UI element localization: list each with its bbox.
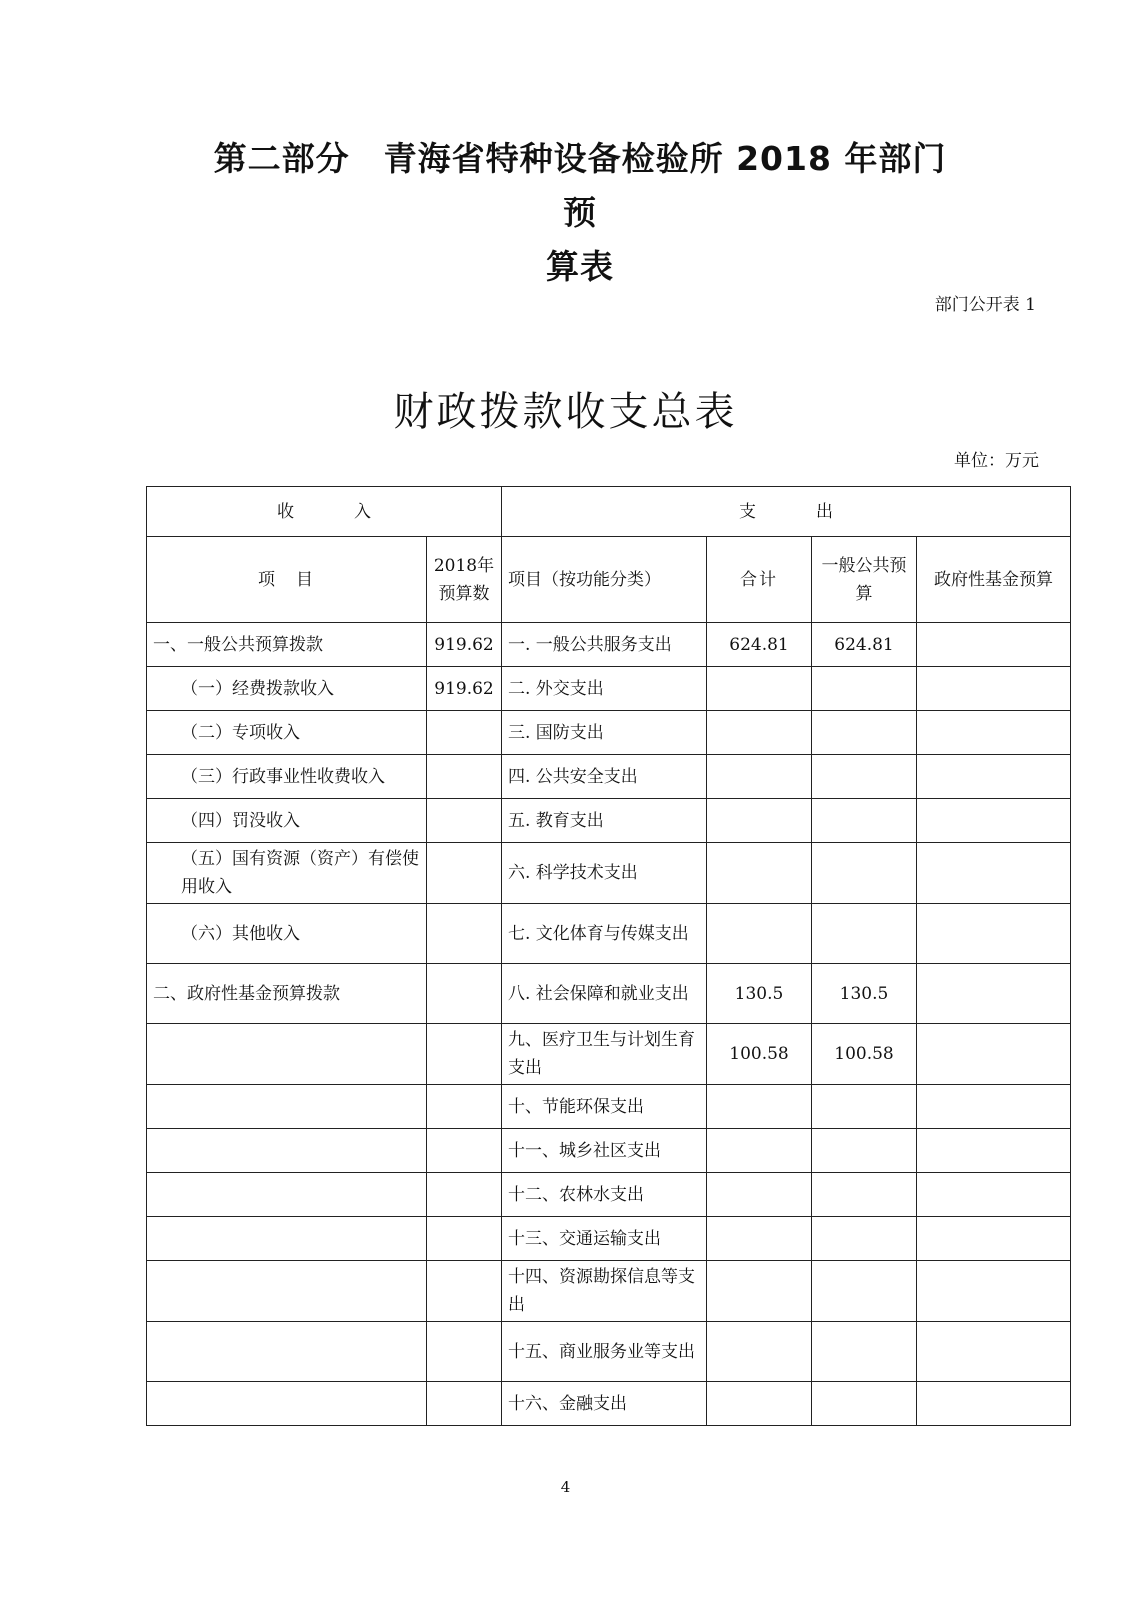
general-budget-value: [812, 667, 917, 711]
income-budget: [427, 843, 502, 904]
income-budget: 919.62: [427, 623, 502, 667]
total-value: 130.5: [707, 964, 812, 1024]
income-budget: [427, 964, 502, 1024]
table-row: [147, 755, 1071, 799]
table-row: [147, 1173, 1071, 1217]
table-row: [147, 711, 1071, 755]
fund-budget-value: [917, 755, 1071, 799]
fund-budget-value: [917, 1085, 1071, 1129]
fund-budget-value: [917, 623, 1071, 667]
income-header: 收入: [277, 501, 431, 522]
income-item: （六）其他收入: [147, 904, 427, 964]
income-item: [147, 1129, 427, 1173]
income-budget: [427, 904, 502, 964]
total-value: [707, 1322, 812, 1382]
general-budget-value: [812, 904, 917, 964]
total-value: [707, 1129, 812, 1173]
income-item: （四）罚没收入: [147, 799, 427, 843]
total-value: [707, 904, 812, 964]
income-item: [147, 1322, 427, 1382]
table-row: [147, 1085, 1071, 1129]
income-item: [147, 1024, 427, 1085]
income-budget: [427, 1173, 502, 1217]
total-value: [707, 667, 812, 711]
total-value: [707, 1085, 812, 1129]
expense-item: 十六、金融支出: [502, 1382, 707, 1426]
fund-budget-value: [917, 1217, 1071, 1261]
table-row: [147, 1261, 1071, 1322]
general-budget-value: [812, 1173, 917, 1217]
general-budget-value: [812, 1129, 917, 1173]
fund-budget-value: [917, 1024, 1071, 1085]
total-value: [707, 799, 812, 843]
expense-item: 十四、资源勘探信息等支出: [502, 1261, 707, 1322]
table-row: [147, 904, 1071, 964]
income-budget: [427, 1085, 502, 1129]
income-budget: 919.62: [427, 667, 502, 711]
expense-item: 十、节能环保支出: [502, 1085, 707, 1129]
table-row: [147, 1382, 1071, 1426]
general-budget-value: [812, 843, 917, 904]
table-row: [147, 667, 1071, 711]
income-budget: [427, 1129, 502, 1173]
col-fund-budget: 政府性基金预算: [917, 537, 1071, 623]
total-value: [707, 1382, 812, 1426]
income-item: [147, 1382, 427, 1426]
expense-item: 七. 文化体育与传媒支出: [502, 904, 707, 964]
total-value: [707, 755, 812, 799]
income-budget: [427, 1261, 502, 1322]
total-value: 100.58: [707, 1024, 812, 1085]
expense-item: 八. 社会保障和就业支出: [502, 964, 707, 1024]
income-item: [147, 1173, 427, 1217]
expense-item: 十一、城乡社区支出: [502, 1129, 707, 1173]
table-number: 部门公开表 1: [934, 295, 1036, 315]
general-budget-value: [812, 1322, 917, 1382]
table-row: [147, 799, 1071, 843]
total-value: [707, 1217, 812, 1261]
income-budget: [427, 799, 502, 843]
expense-item: 四. 公共安全支出: [502, 755, 707, 799]
col-general-budget: 一般公共预算: [812, 537, 917, 623]
col-income-budget: 2018年预算数: [427, 537, 502, 623]
general-budget-value: 130.5: [812, 964, 917, 1024]
income-item: 一、一般公共预算拨款: [147, 623, 427, 667]
total-value: [707, 711, 812, 755]
expense-item: 三. 国防支出: [502, 711, 707, 755]
part-title: [200, 132, 960, 294]
table-row: [147, 964, 1071, 1024]
income-item: （五）国有资源（资产）有偿使用收入: [147, 843, 427, 904]
expense-item: 十三、交通运输支出: [502, 1217, 707, 1261]
income-item: [147, 1085, 427, 1129]
table-row: [147, 1217, 1071, 1261]
general-budget-value: [812, 755, 917, 799]
part-title-line1: 第二部分 青海省特种设备检验所 2018 年部门预: [213, 139, 947, 232]
general-budget-value: [812, 1085, 917, 1129]
total-value: 624.81: [707, 623, 812, 667]
table-row: [147, 1129, 1071, 1173]
income-item: （三）行政事业性收费收入: [147, 755, 427, 799]
expense-item: 十二、农林水支出: [502, 1173, 707, 1217]
income-item: （二）专项收入: [147, 711, 427, 755]
col-total: 合计: [707, 537, 812, 623]
unit-label: 单位：万元: [954, 451, 1039, 471]
general-budget-value: 624.81: [812, 623, 917, 667]
income-item: 二、政府性基金预算拨款: [147, 964, 427, 1024]
fund-budget-value: [917, 799, 1071, 843]
fund-budget-value: [917, 1322, 1071, 1382]
general-budget-value: [812, 1382, 917, 1426]
expense-header: 支出: [739, 501, 893, 522]
income-budget: [427, 1217, 502, 1261]
fund-budget-value: [917, 843, 1071, 904]
income-budget: [427, 755, 502, 799]
general-budget-value: [812, 1261, 917, 1322]
income-item: （一）经费拨款收入: [147, 667, 427, 711]
income-budget: [427, 1322, 502, 1382]
general-budget-value: [812, 711, 917, 755]
table-row: [147, 1024, 1071, 1085]
general-budget-value: [812, 1217, 917, 1261]
income-budget: [427, 1024, 502, 1085]
col-expense-item: 项目（按功能分类）: [502, 537, 707, 623]
total-value: [707, 1261, 812, 1322]
total-value: [707, 1173, 812, 1217]
fund-budget-value: [917, 1382, 1071, 1426]
expense-item: 一. 一般公共服务支出: [502, 623, 707, 667]
main-title: 财政拨款收支总表: [393, 389, 738, 435]
fund-budget-value: [917, 904, 1071, 964]
expense-item: 六. 科学技术支出: [502, 843, 707, 904]
income-item: [147, 1217, 427, 1261]
fund-budget-value: [917, 667, 1071, 711]
income-item: [147, 1261, 427, 1322]
income-budget: [427, 711, 502, 755]
expense-item: 十五、商业服务业等支出: [502, 1322, 707, 1382]
budget-table: [146, 486, 1070, 1426]
fund-budget-value: [917, 1173, 1071, 1217]
fund-budget-value: [917, 1261, 1071, 1322]
col-income-item: 项 目: [147, 537, 427, 623]
table-row: [147, 843, 1071, 904]
expense-item: 五. 教育支出: [502, 799, 707, 843]
general-budget-value: [812, 799, 917, 843]
expense-item: 二. 外交支出: [502, 667, 707, 711]
fund-budget-value: [917, 964, 1071, 1024]
table-row: [147, 1322, 1071, 1382]
general-budget-value: 100.58: [812, 1024, 917, 1085]
table-row: [147, 623, 1071, 667]
expense-item: 九、医疗卫生与计划生育支出: [502, 1024, 707, 1085]
income-budget: [427, 1382, 502, 1426]
fund-budget-value: [917, 711, 1071, 755]
part-title-line2: 算表: [546, 247, 614, 286]
page-number: 4: [560, 1478, 571, 1496]
total-value: [707, 843, 812, 904]
fund-budget-value: [917, 1129, 1071, 1173]
